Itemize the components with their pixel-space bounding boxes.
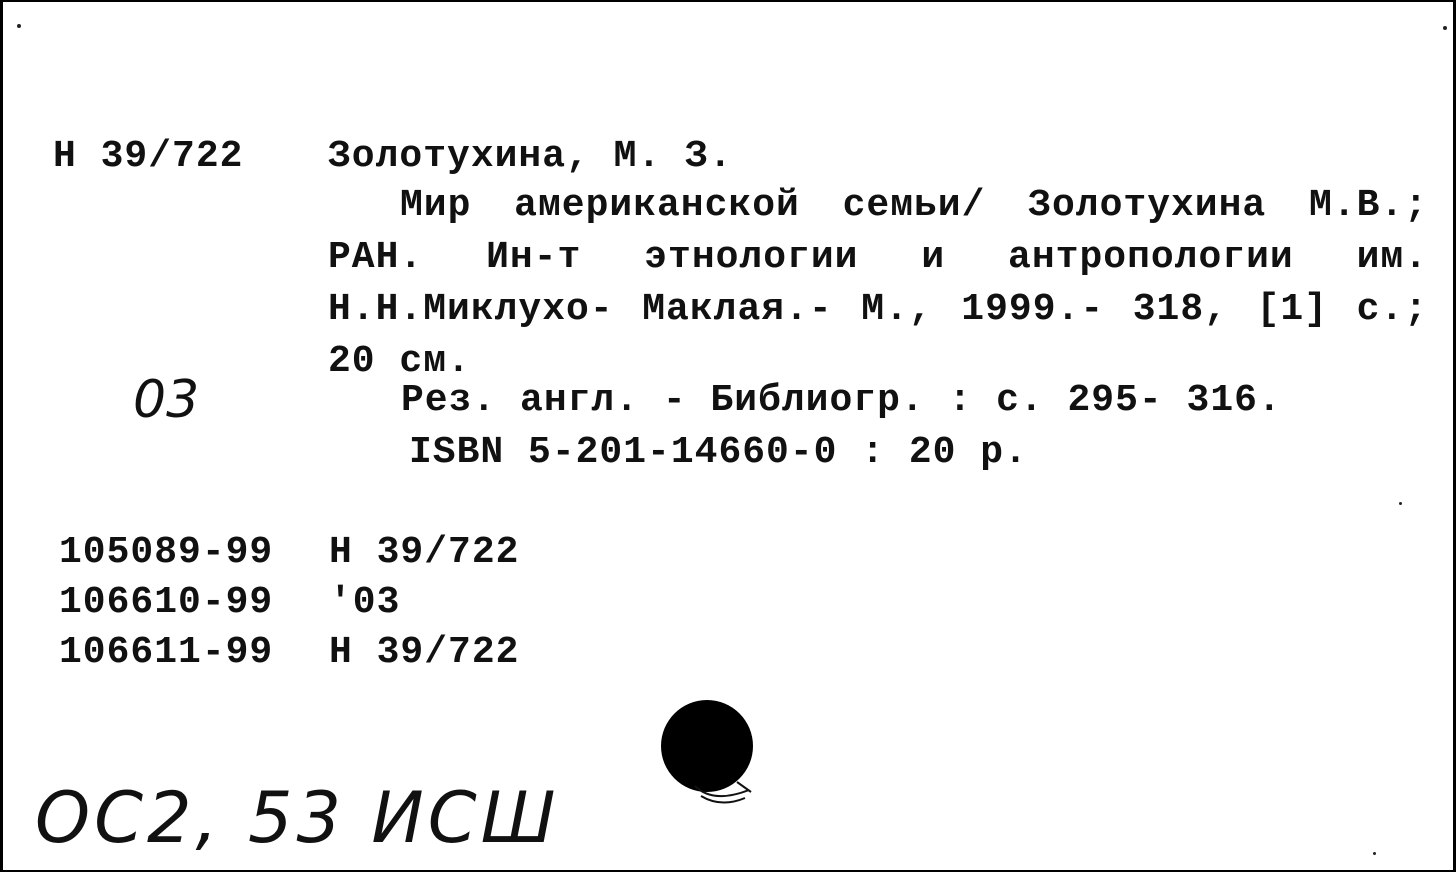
- scan-speck: [17, 24, 21, 28]
- punch-hole-tear: [693, 778, 753, 810]
- inventory-row: [59, 528, 519, 578]
- scan-speck: [1373, 852, 1376, 855]
- inventory-location: Н 39/722: [329, 631, 520, 674]
- isbn-note: ISBN 5-201-14660-0 : 20 р.: [409, 431, 1028, 474]
- scan-speck: [1399, 502, 1402, 505]
- handwritten-shelf-mark: ОС2, 53 ИСШ: [35, 777, 560, 859]
- author-heading: Золотухина, М. З.: [328, 135, 733, 178]
- inventory-row: [59, 628, 519, 678]
- call-number: Н 39/722: [53, 135, 244, 178]
- inventory-location: '03: [329, 581, 401, 624]
- inventory-row: [59, 578, 519, 628]
- inventory-list: [59, 528, 519, 678]
- bibliographic-description: Мир американской семьи/ Золотухина М.В.; РАН. Ин-т этнологии и антропологии им. Н.Н.Миклухо- Маклая.- М., 1999.- 318, [1] с.; 20 см.: [328, 184, 1428, 383]
- inventory-number: 106610-99: [59, 581, 274, 624]
- handwritten-class-mark: 03: [133, 370, 200, 430]
- inventory-number: 106611-99: [59, 631, 274, 674]
- inventory-number: 105089-99: [59, 531, 274, 574]
- scan-speck: [1443, 26, 1447, 30]
- summary-note: Рез. англ. - Библиогр. : с. 295- 316.: [401, 379, 1282, 422]
- inventory-location: Н 39/722: [329, 531, 520, 574]
